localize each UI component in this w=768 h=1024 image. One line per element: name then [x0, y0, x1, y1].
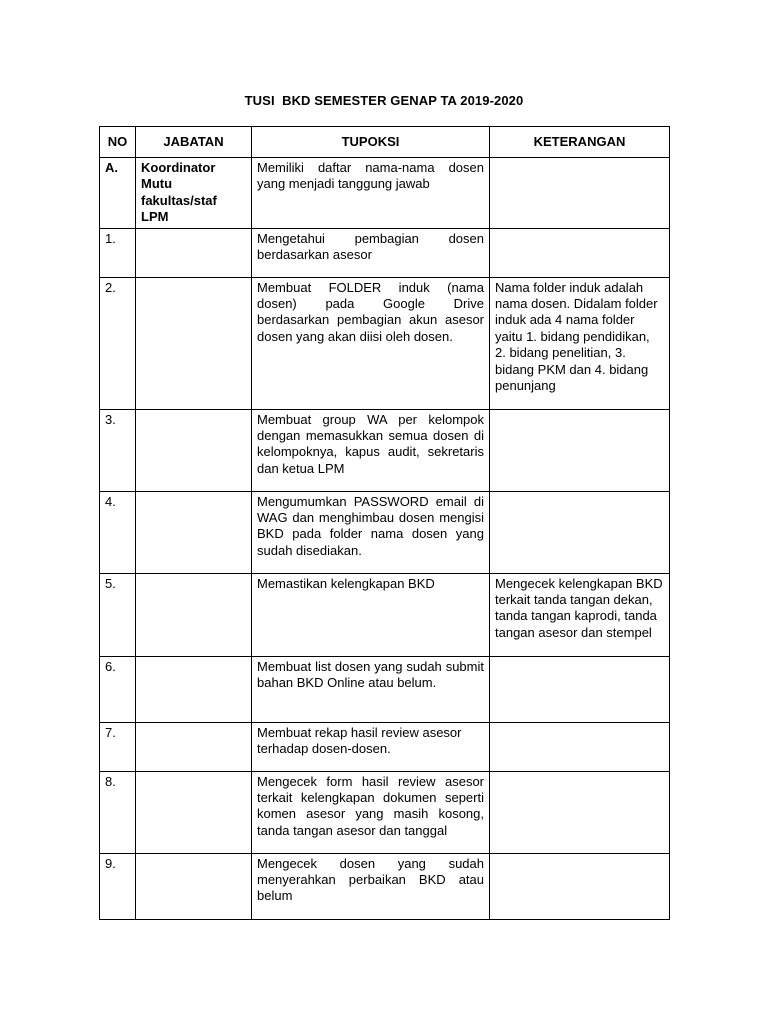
row-no: 1. — [100, 228, 136, 277]
row-tupoksi: Membuat list dosen yang sudah submit bahan BKD Online atau belum. — [252, 656, 490, 722]
row-jabatan — [136, 573, 252, 656]
row-keterangan — [490, 722, 670, 771]
row-tupoksi: Mengecek form hasil review asesor terkait kelengkapan dokumen seperti komen asesor yang masih kosong, tanda tangan asesor dan tanggal — [252, 771, 490, 853]
tusi-table — [99, 126, 670, 920]
table-row — [100, 158, 670, 229]
row-jabatan — [136, 771, 252, 853]
row-jabatan: Koordinator Mutu fakultas/staf LPM — [136, 158, 252, 229]
row-jabatan — [136, 853, 252, 919]
table-row — [100, 228, 670, 277]
header-keterangan: KETERANGAN — [490, 127, 670, 158]
row-jabatan — [136, 491, 252, 573]
row-no: 2. — [100, 277, 136, 409]
row-keterangan — [490, 158, 670, 229]
row-tupoksi: Membuat group WA per kelompok dengan memasukkan semua dosen di kelompoknya, kapus audit, sekretaris dan ketua LPM — [252, 409, 490, 491]
row-keterangan: Nama folder induk adalah nama dosen. Didalam folder induk ada 4 nama folder yaitu 1. bidang pendidikan, 2. bidang penelitian, 3. bidang PKM dan 4. bidang penunjang — [490, 277, 670, 409]
row-jabatan — [136, 656, 252, 722]
row-keterangan — [490, 409, 670, 491]
row-jabatan — [136, 722, 252, 771]
row-no: 6. — [100, 656, 136, 722]
row-no: A. — [100, 158, 136, 229]
row-tupoksi: Membuat rekap hasil review asesor terhadap dosen-dosen. — [252, 722, 490, 771]
row-tupoksi: Mengumumkan PASSWORD email di WAG dan menghimbau dosen mengisi BKD pada folder nama dosen yang sudah disediakan. — [252, 491, 490, 573]
row-no: 4. — [100, 491, 136, 573]
table-row — [100, 771, 670, 853]
row-jabatan — [136, 228, 252, 277]
row-no: 3. — [100, 409, 136, 491]
row-tupoksi: Mengetahui pembagian dosen berdasarkan asesor — [252, 228, 490, 277]
header-tupoksi: TUPOKSI — [252, 127, 490, 158]
row-tupoksi: Memiliki daftar nama-nama dosen yang menjadi tanggung jawab — [252, 158, 490, 229]
table-row — [100, 409, 670, 491]
row-keterangan — [490, 228, 670, 277]
row-no: 7. — [100, 722, 136, 771]
table-row — [100, 573, 670, 656]
row-tupoksi: Mengecek dosen yang sudah menyerahkan perbaikan BKD atau belum — [252, 853, 490, 919]
table-row — [100, 656, 670, 722]
table-row — [100, 491, 670, 573]
table-row — [100, 722, 670, 771]
row-no: 5. — [100, 573, 136, 656]
row-tupoksi: Membuat FOLDER induk (nama dosen) pada Google Drive berdasarkan pembagian akun asesor dosen yang akan diisi oleh dosen. — [252, 277, 490, 409]
table-header-row — [100, 127, 670, 158]
row-keterangan — [490, 771, 670, 853]
row-jabatan — [136, 409, 252, 491]
row-keterangan — [490, 853, 670, 919]
row-no: 9. — [100, 853, 136, 919]
row-keterangan: Mengecek kelengkapan BKD terkait tanda tangan dekan, tanda tangan kaprodi, tanda tangan asesor dan stempel — [490, 573, 670, 656]
document-title: TUSI BKD SEMESTER GENAP TA 2019-2020 — [244, 93, 524, 108]
header-jabatan: JABATAN — [136, 127, 252, 158]
header-no: NO — [100, 127, 136, 158]
row-tupoksi: Memastikan kelengkapan BKD — [252, 573, 490, 656]
table-row — [100, 277, 670, 409]
row-keterangan — [490, 656, 670, 722]
row-jabatan — [136, 277, 252, 409]
row-keterangan — [490, 491, 670, 573]
row-no: 8. — [100, 771, 136, 853]
table-row — [100, 853, 670, 919]
